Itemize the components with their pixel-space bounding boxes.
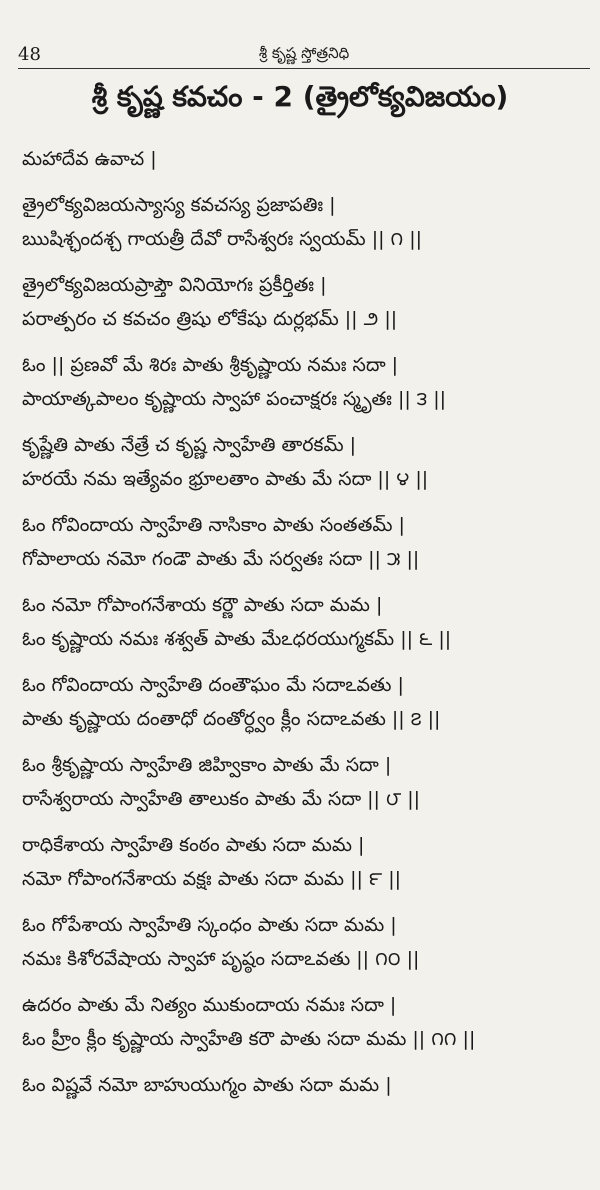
stanza [22, 988, 592, 1056]
verse-line: హరయే నమ ఇత్యేవం భ్రూలతాం పాతు మే సదా || ౪ || [22, 468, 429, 490]
verse-line: నమః కిశోరవేషాయ స్వాహా పృష్ఠం సదాఽవతు || ౧౦ || [22, 948, 420, 970]
page-number: 48 [18, 44, 41, 65]
verse-line: రాధికేశాయ స్వాహేతి కంఠం పాతు సదా మమ | [22, 834, 365, 856]
stanza [22, 588, 592, 656]
verse-line: ఓం విష్ణవే నమో బాహుయుగ్మం పాతు సదా మమ | [22, 1074, 392, 1096]
verse-line: త్రైలోక్యవిజయస్యాస్య కవచస్య ప్రజాపతిః | [22, 194, 336, 216]
stanza [22, 142, 592, 176]
verse-line: గోపాలాయ నమో గండౌ పాతు మే సర్వతః సదా || ౫ || [22, 548, 420, 570]
verse-line: ఓం హ్రీం క్లీం కృష్ణాయ స్వాహేతి కరౌ పాతు సదా మమ || ౧౧ || [22, 1028, 476, 1050]
verse-line: ఓం గోవిందాయ స్వాహేతి దంతౌఘం మే సదాఽవతు | [22, 674, 404, 696]
verse-line: పాయాత్కపాలం కృష్ణాయ స్వాహా పంచాక్షరః స్మృతః || ౩ || [22, 388, 447, 410]
verse-line: త్రైలోక్యవిజయప్రాప్తౌ వినియోగః ప్రకీర్తితః | [22, 274, 327, 296]
running-title: శ్రీ కృష్ణ స్తోత్రనిధి [258, 44, 350, 62]
verse-line: ఓం కృష్ణాయ నమః శశ్వత్ పాతు మేఽధరయుగ్మకమ్ || ౬ || [22, 628, 452, 650]
verse-line: మహాదేవ ఉవాచ | [22, 148, 157, 170]
verse-line: ఓం గోవిందాయ స్వాహేతి నాసికాం పాతు సంతతమ్ | [22, 514, 405, 536]
stanza [22, 748, 592, 816]
page-header [18, 40, 590, 69]
verse-line: రాసేశ్వరాయ స్వాహేతి తాలుకం పాతు మే సదా || ౮ || [22, 788, 421, 810]
verse-body [22, 142, 592, 1114]
stanza [22, 508, 592, 576]
hymn-title: శ్రీ కృష్ణ కవచం - 2 (త్రైలోక్యవిజయం) [91, 80, 509, 113]
verse-line: ఓం || ప్రణవో మే శిరః పాతు శ్రీకృష్ణాయ నమః సదా | [22, 354, 399, 376]
stanza [22, 668, 592, 736]
verse-line: ఉదరం పాతు మే నిత్యం ముకుందాయ నమః సదా | [22, 994, 397, 1016]
verse-line: కృష్ణేతి పాతు నేత్రే చ కృష్ణ స్వాహేతి తారకమ్ | [22, 434, 357, 456]
stanza [22, 348, 592, 416]
verse-line: ఓం నమో గోపాంగనేశాయ కర్ణౌ పాతు సదా మమ | [22, 594, 383, 616]
stanza [22, 428, 592, 496]
stanza [22, 908, 592, 976]
verse-line: ఓం గోపేశాయ స్వాహేతి స్కంధం పాతు సదా మమ | [22, 914, 397, 936]
verse-line: పాతు కృష్ణాయ దంతాధో దంతోర్ధ్వం క్లీం సదాఽవతు || ౭ || [22, 708, 441, 730]
verse-line: ఋషిశ్ఛందశ్చ గాయత్రీ దేవో రాసేశ్వరః స్వయమ్ || ౧ || [22, 228, 423, 250]
stanza [22, 188, 592, 256]
verse-line: ఓం శ్రీకృష్ణాయ స్వాహేతి జిహ్వికాం పాతు మే సదా | [22, 754, 392, 776]
stanza [22, 268, 592, 336]
verse-line: పరాత్పరం చ కవచం త్రిషు లోకేషు దుర్లభమ్ || ౨ || [22, 308, 398, 330]
stanza [22, 828, 592, 896]
stanza [22, 1068, 592, 1102]
verse-line: నమో గోపాంగనేశాయ వక్షః పాతు సదా మమ || ౯ || [22, 868, 402, 890]
